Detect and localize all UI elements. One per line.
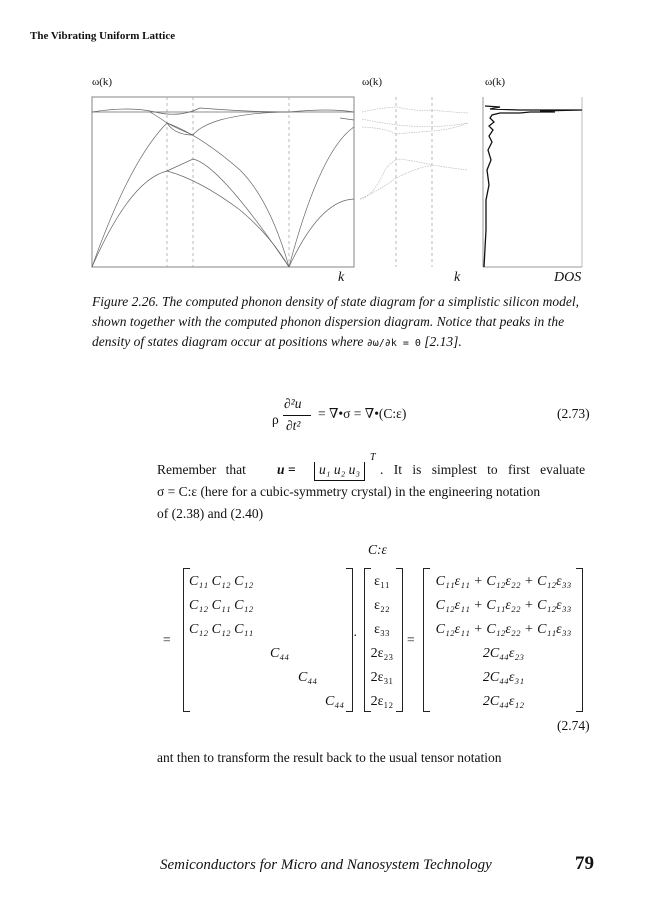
dos-panel <box>483 97 582 267</box>
bracket <box>396 568 403 712</box>
strain-entry: 2ε₂₃ <box>370 646 394 661</box>
rho: ρ <box>272 412 279 427</box>
page-number: 79 <box>575 853 594 874</box>
phonon-branches <box>92 108 354 267</box>
result-entry: 2C₄₄ε₁₂ <box>482 694 525 709</box>
matrix-row: C₁₂ C₁₂ C₁₁ <box>189 622 254 637</box>
u-vector: u = <box>277 462 296 477</box>
matrix-row: C₄₄ <box>298 670 318 685</box>
dos-curve <box>484 106 582 267</box>
x-label-k: k <box>338 270 345 285</box>
strain-entry: ε₂₂ <box>374 598 390 613</box>
figure-caption <box>92 292 592 354</box>
y-label-dispersion-2: ω(k) <box>362 76 383 88</box>
result-entry: C₁₂ε₁₁ + C₁₂ε₂₂ + C₁₁ε₃₃ <box>435 622 572 637</box>
equation-number: (2.74) <box>557 718 590 733</box>
matrix-row: C₄₄ <box>325 694 345 709</box>
x-label-k-2: k <box>454 270 461 285</box>
text: σ = C:ε (here for a cubic-symmetry crystal) in the engineering notation <box>157 484 541 499</box>
result-entry: C₁₁ε₁₁ + C₁₂ε₂₂ + C₁₂ε₃₃ <box>435 574 572 589</box>
dispersion-plot <box>0 0 652 290</box>
strain-entry: ε₁₁ <box>374 574 390 589</box>
rhs: = ∇•σ = ∇•(C:ε) <box>318 406 407 421</box>
title: C:ε <box>368 542 387 557</box>
symmetry-lines <box>167 97 432 267</box>
strain-entry: 2ε₁₂ <box>370 694 394 709</box>
text: Remember that <box>157 462 246 477</box>
matrix-row: C₄₄ <box>270 646 290 661</box>
result-entry: 2C₄₄ε₃₁ <box>482 670 525 685</box>
fraction-bar <box>283 415 311 416</box>
equals: = <box>163 632 171 647</box>
text: of (2.38) and (2.40) <box>157 506 264 521</box>
y-label-dos: ω(k) <box>485 76 506 88</box>
matrix-row: C₁₂ C₁₁ C₁₂ <box>189 598 254 613</box>
u-components: u₁ u₂ u₃ <box>314 462 365 481</box>
equation-number: (2.73) <box>557 406 590 421</box>
dispersion-frame <box>92 97 354 267</box>
equals: = <box>407 632 415 647</box>
result-entry: C₁₂ε₁₁ + C₁₁ε₂₂ + C₁₂ε₃₃ <box>435 598 572 613</box>
caption-ref: [2.13]. <box>424 334 462 349</box>
y-label-dispersion: ω(k) <box>92 76 113 88</box>
strain-entry: ε₃₃ <box>374 622 390 637</box>
strain-entry: 2ε₃₁ <box>370 670 394 685</box>
bracket <box>346 568 353 712</box>
dot: · <box>353 628 358 643</box>
matrix-row: C₁₁ C₁₂ C₁₂ <box>189 574 254 589</box>
numerator: ∂²u <box>284 396 302 411</box>
caption-text: Figure 2.26. The computed phonon density of state diagram for a simplistic silicon model, shown together with the computed phonon dispersion diagram. Notice that peaks in the density of states diagram occur at positions where <box>92 294 579 349</box>
phonon-branches-2 <box>360 107 468 199</box>
caption-math: ∂ω/∂k = 0 <box>366 338 421 349</box>
result-entry: 2C₄₄ε₂₃ <box>482 646 525 661</box>
transpose: T <box>370 452 376 463</box>
footer-book-title: Semiconductors for Micro and Nanosystem Technology <box>160 857 492 873</box>
denominator: ∂t² <box>286 418 301 433</box>
x-label-dos: DOS <box>554 270 582 285</box>
paragraph-2: ant then to transform the result back to the usual tensor notation <box>157 750 502 765</box>
running-header: The Vibrating Uniform Lattice <box>30 30 176 42</box>
text: . It is simplest to first evaluate <box>380 462 586 477</box>
